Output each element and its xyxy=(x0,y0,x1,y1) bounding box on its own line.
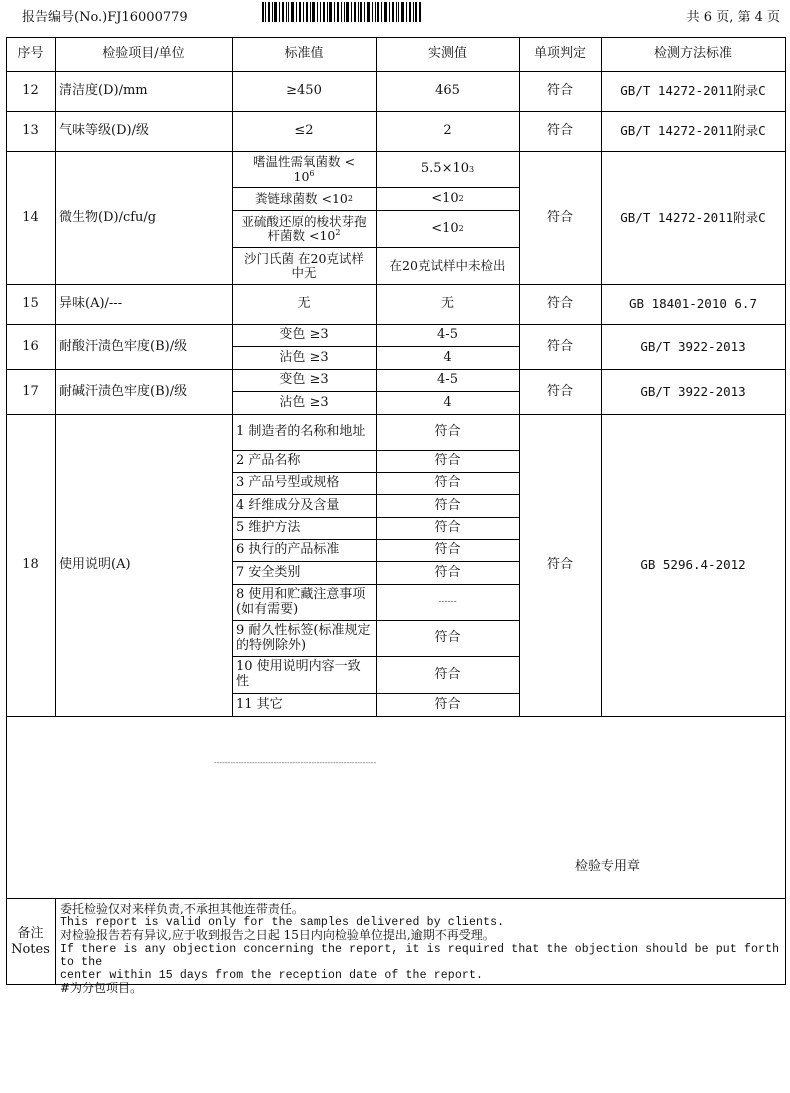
row15-standard: 无 xyxy=(297,296,311,312)
row18-sub10-standard: 10 使用说明内容一致性 xyxy=(236,659,361,689)
row15-judgement: 符合 xyxy=(546,296,573,312)
row13-no: 13 xyxy=(22,123,39,139)
row13-item: 气味等级(D)/级 xyxy=(59,123,149,139)
notes-label-cn: 备注 xyxy=(17,925,44,941)
row16-no: 16 xyxy=(22,338,39,354)
row18-sub1-measured: 符合 xyxy=(434,424,461,440)
note-line-3: 对检验报告若有异议,应于收到报告之日起 15日内向检验单位提出,逾期不再受理。 xyxy=(60,928,495,943)
blank-dash-line: ------------------------------------------------------------ xyxy=(214,758,377,767)
note-line-1: 委托检验仅对来样负责,不承担其他连带责任。 xyxy=(60,902,304,916)
row16-judgement: 符合 xyxy=(546,338,573,354)
row18-sub10-measured: 符合 xyxy=(434,666,461,682)
row18-item: 使用说明(A) xyxy=(59,557,131,573)
col-header-standard: 标准值 xyxy=(284,46,324,62)
row12-item: 清洁度(D)/mm xyxy=(59,83,148,99)
row14-method: GB/T 14272-2011附录C xyxy=(620,209,766,225)
row15-no: 15 xyxy=(22,296,39,312)
report-number: 报告编号(No.)FJ16000779 xyxy=(22,10,188,25)
row18-sub7-standard: 7 安全类别 xyxy=(236,564,301,580)
note-line-5: center within 15 days from the reception date of the report. xyxy=(60,969,484,983)
row16-method: GB/T 3922-2013 xyxy=(640,338,746,354)
row12-method: GB/T 14272-2011附录C xyxy=(620,83,766,99)
row14-sub2-measured: <10 2 xyxy=(431,190,464,206)
page-info: 共 6 页, 第 4 页 xyxy=(686,10,780,25)
col-header-no: 序号 xyxy=(17,46,44,62)
row18-sub4-measured: 符合 xyxy=(434,497,461,513)
notes-label xyxy=(6,899,55,984)
col-header-method: 检测方法标准 xyxy=(653,46,732,62)
row18-sub7-measured: 符合 xyxy=(434,564,461,580)
row18-sub3-standard: 3 产品号型或规格 xyxy=(236,475,340,491)
row14-sub4-standard: 沙门氏菌 在20克试样中无 xyxy=(244,250,364,280)
note-line-6: #为分包项目。 xyxy=(60,981,143,996)
row14-sub1-standard-power: $10^6$ xyxy=(293,168,315,184)
row18-sub9-measured: 符合 xyxy=(434,630,461,646)
row18-sub9-standard: 9 耐久性标签(标准规定的特例除外) xyxy=(236,622,371,653)
inspection-seal-label: 检验专用章 xyxy=(575,859,641,874)
row12-no: 12 xyxy=(22,83,39,99)
row18-sub8-standard: 8 使用和贮藏注意事项(如有需要) xyxy=(236,586,366,617)
row18-sub8-measured: ------ xyxy=(438,597,457,608)
row13-judgement: 符合 xyxy=(546,123,573,139)
note-line-4: If there is any objection concerning the report, it is required that the objection should be put forth to the xyxy=(60,942,780,969)
row12-standard: ≥450 xyxy=(286,83,322,99)
row17-judgement: 符合 xyxy=(546,383,573,399)
row14-sub1-measured: 5.5×10 3 xyxy=(420,161,475,177)
row18-sub5-measured: 符合 xyxy=(434,520,461,536)
row17-item: 耐碱汗渍色牢度(B)/级 xyxy=(59,383,188,399)
row18-judgement: 符合 xyxy=(546,557,573,573)
notes-label-en: Notes xyxy=(11,941,50,957)
row16-sub1-measured: 4-5 xyxy=(437,327,458,343)
row15-measured: 无 xyxy=(440,296,454,312)
row13-measured: 2 xyxy=(443,123,452,139)
row16-sub1-standard: 变色 ≥3 xyxy=(279,327,329,343)
row18-sub5-standard: 5 维护方法 xyxy=(236,520,301,536)
col-header-item: 检验项目/单位 xyxy=(102,46,185,62)
row14-judgement: 符合 xyxy=(546,209,573,225)
col-header-judgement: 单项判定 xyxy=(533,46,586,62)
row14-no: 14 xyxy=(22,209,39,225)
row13-standard: ≤2 xyxy=(294,123,314,139)
row16-sub2-measured: 4 xyxy=(443,349,452,365)
row13-method: GB/T 14272-2011附录C xyxy=(620,123,766,139)
row14-sub1-standard-text: 嗜温性需氧菌数 < xyxy=(253,154,355,170)
row18-no: 18 xyxy=(22,557,39,573)
row15-item: 异味(A)/--- xyxy=(59,296,123,312)
row14-sub3-standard: 亚硫酸还原的梭状芽孢杆菌数 $<10^2$ xyxy=(241,213,367,243)
col-header-measured: 实测值 xyxy=(427,46,467,62)
row18-sub11-standard: 11 其它 xyxy=(236,696,283,712)
row14-sub4-measured: 在20克试样中未检出 xyxy=(389,257,506,273)
row18-sub4-standard: 4 纤维成分及含量 xyxy=(236,497,340,513)
row17-no: 17 xyxy=(22,383,39,399)
row14-sub3-measured: <10 2 xyxy=(431,220,464,236)
row12-measured: 465 xyxy=(435,83,460,99)
row18-sub2-measured: 符合 xyxy=(434,453,461,469)
row12-judgement: 符合 xyxy=(546,83,573,99)
row17-sub1-standard: 变色 ≥3 xyxy=(279,372,329,388)
notes-text xyxy=(60,903,785,995)
row18-sub3-measured: 符合 xyxy=(434,475,461,491)
row17-sub1-measured: 4-5 xyxy=(437,372,458,388)
row18-method: GB 5296.4-2012 xyxy=(640,557,746,573)
row16-sub2-standard: 沾色 ≥3 xyxy=(279,349,329,365)
row17-sub2-standard: 沾色 ≥3 xyxy=(279,394,329,410)
row14-sub1-standard xyxy=(232,152,376,187)
row18-sub6-measured: 符合 xyxy=(434,542,461,558)
row18-sub1-standard: 1 制造者的名称和地址 xyxy=(236,424,366,440)
row14-sub2-standard: 粪链球菌数 <10 2 xyxy=(255,190,353,206)
row18-sub6-standard: 6 执行的产品标准 xyxy=(236,542,340,558)
row18-sub11-measured: 符合 xyxy=(434,696,461,712)
row17-method: GB/T 3922-2013 xyxy=(640,383,746,399)
row17-sub2-measured: 4 xyxy=(443,394,452,410)
row15-method: GB 18401-2010 6.7 xyxy=(629,296,757,312)
row16-item: 耐酸汗渍色牢度(B)/级 xyxy=(59,338,188,354)
row14-item: 微生物(D)/cfu/g xyxy=(59,209,157,225)
row18-sub2-standard: 2 产品名称 xyxy=(236,453,301,469)
note-line-2: This report is valid only for the samples delivered by clients. xyxy=(60,916,505,930)
